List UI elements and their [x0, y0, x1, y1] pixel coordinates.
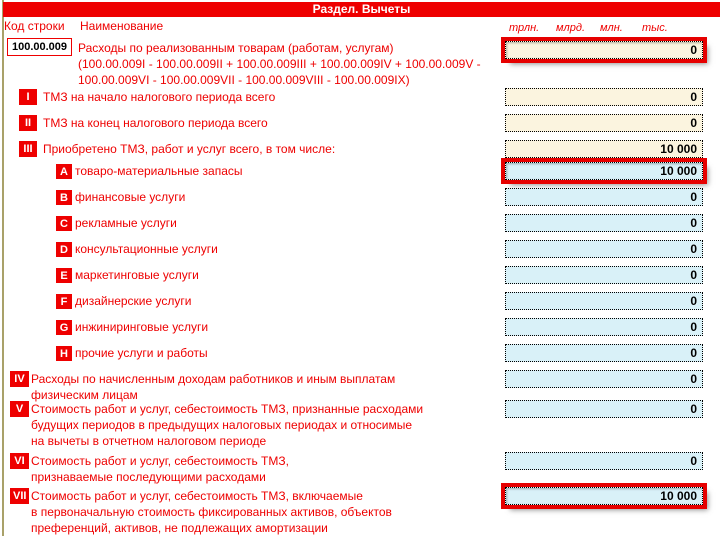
- row-label-badge: V: [10, 401, 29, 417]
- row-label-badge: II: [19, 115, 37, 131]
- value-text: 0: [690, 116, 697, 130]
- unit-header-mln: млн.: [600, 22, 623, 34]
- row-text: [75, 241, 218, 257]
- row-text: [75, 189, 185, 205]
- row-text-line: физическим лицам: [31, 388, 138, 402]
- value-text: 10 000: [660, 142, 697, 156]
- unit-header-tys: тыс.: [642, 22, 668, 34]
- row-text-line: инжиниринговые услуги: [75, 320, 209, 334]
- row-text: [43, 89, 275, 105]
- row-label-badge: E: [56, 268, 72, 283]
- row-label-badge: III: [19, 141, 37, 157]
- row-text: [31, 371, 395, 403]
- row-text-line: Стоимость работ и услуг, себестоимость ТМЗ,: [31, 454, 289, 468]
- row-text: [75, 345, 208, 361]
- value-text: 0: [690, 320, 697, 334]
- left-border-line: [2, 0, 4, 536]
- value-field[interactable]: [505, 452, 703, 470]
- value-field[interactable]: [505, 88, 703, 106]
- row-text: [75, 267, 199, 283]
- value-field[interactable]: [505, 214, 703, 232]
- column-header-name: Наименование: [80, 19, 164, 33]
- row-text-line: Стоимость работ и услуг, себестоимость ТМЗ, включаемые: [31, 489, 363, 503]
- row-text-line: (100.00.009I - 100.00.009II + 100.00.009III + 100.00.009IV + 100.00.009V -: [78, 57, 481, 71]
- value-text: 0: [690, 190, 697, 204]
- row-label-badge: D: [56, 242, 72, 257]
- row-label-badge: B: [56, 190, 72, 205]
- value-text: 0: [690, 346, 697, 360]
- value-field[interactable]: [505, 41, 703, 59]
- value-text: 10 000: [660, 164, 697, 178]
- value-field[interactable]: [505, 188, 703, 206]
- row-text: [75, 163, 243, 179]
- row-text-line: в первоначальную стоимость фиксированных активов, объектов: [31, 505, 392, 519]
- row-text-line: финансовые услуги: [75, 190, 186, 204]
- value-field[interactable]: [505, 318, 703, 336]
- value-field[interactable]: [505, 344, 703, 362]
- section-title: Раздел. Вычеты: [312, 2, 411, 16]
- value-text: 0: [690, 372, 697, 386]
- row-text-line: признаваемые последующими расходами: [31, 470, 266, 484]
- row-text: [75, 319, 208, 335]
- value-field[interactable]: [505, 487, 703, 505]
- value-text: 0: [690, 268, 697, 282]
- row-label-badge: IV: [10, 371, 29, 387]
- value-field[interactable]: [505, 240, 703, 258]
- row-text-line: Приобретено ТМЗ, работ и услуг всего, в том числе:: [43, 142, 336, 156]
- row-text: [43, 115, 268, 131]
- row-text: [43, 141, 335, 157]
- value-text: 0: [690, 90, 697, 104]
- row-text-line: консультационные услуги: [75, 242, 218, 256]
- row-text-line: прочие услуги и работы: [75, 346, 208, 360]
- row-text-line: маркетинговые услуги: [75, 268, 199, 282]
- row-text-line: Стоимость работ и услуг, себестоимость ТМЗ, признанные расходами: [31, 402, 424, 416]
- row-text: [31, 488, 392, 536]
- value-text: 0: [690, 454, 697, 468]
- value-text: 0: [690, 216, 697, 230]
- row-label-badge: H: [56, 346, 72, 361]
- row-text-line: преференций, активов, не подлежащих амортизации: [31, 521, 328, 535]
- value-text: 0: [690, 43, 697, 57]
- row-code-box: 100.00.009: [7, 38, 72, 56]
- row-text: [31, 401, 423, 449]
- value-field[interactable]: [505, 162, 703, 180]
- row-label-badge: A: [56, 164, 72, 179]
- value-text: 0: [690, 242, 697, 256]
- row-text-line: на вычеты в отчетном налоговом периоде: [31, 434, 267, 448]
- row-label-badge: VI: [10, 453, 29, 469]
- unit-header-mlrd: млрд.: [556, 22, 585, 34]
- row-text-line: 100.00.009VI - 100.00.009VII - 100.00.009VIII - 100.00.009IX): [78, 73, 410, 87]
- row-text-line: товаро-материальные запасы: [75, 164, 243, 178]
- row-text: [75, 215, 177, 231]
- value-field[interactable]: [505, 140, 703, 158]
- row-text: [78, 40, 481, 88]
- row-label-badge: VII: [10, 488, 29, 504]
- value-text: 0: [690, 294, 697, 308]
- row-text-line: Расходы по реализованным товарам (работам, услугам): [78, 41, 394, 55]
- row-label-badge: I: [19, 89, 37, 105]
- value-field[interactable]: [505, 292, 703, 310]
- value-text: 0: [690, 402, 697, 416]
- value-field[interactable]: [505, 266, 703, 284]
- row-text-line: рекламные услуги: [75, 216, 177, 230]
- unit-header-trln: трлн.: [509, 22, 540, 34]
- column-header-code: Код строки: [4, 19, 65, 33]
- value-field[interactable]: [505, 370, 703, 388]
- row-text: [75, 293, 191, 309]
- section-title-bar: [3, 2, 720, 17]
- value-field[interactable]: [505, 400, 703, 418]
- row-text-line: ТМЗ на начало налогового периода всего: [43, 90, 276, 104]
- row-label-badge: C: [56, 216, 72, 231]
- value-text: 10 000: [660, 489, 697, 503]
- row-text-line: Расходы по начисленным доходам работников и иным выплатам: [31, 372, 396, 386]
- row-label-badge: G: [56, 320, 72, 335]
- value-field[interactable]: [505, 114, 703, 132]
- row-text-line: будущих периодов в предыдущих налоговых периодах и относимые: [31, 418, 412, 432]
- row-text-line: ТМЗ на конец налогового периода всего: [43, 116, 268, 130]
- row-label-badge: F: [56, 294, 72, 309]
- row-text-line: дизайнерские услуги: [75, 294, 192, 308]
- row-text: [31, 453, 289, 485]
